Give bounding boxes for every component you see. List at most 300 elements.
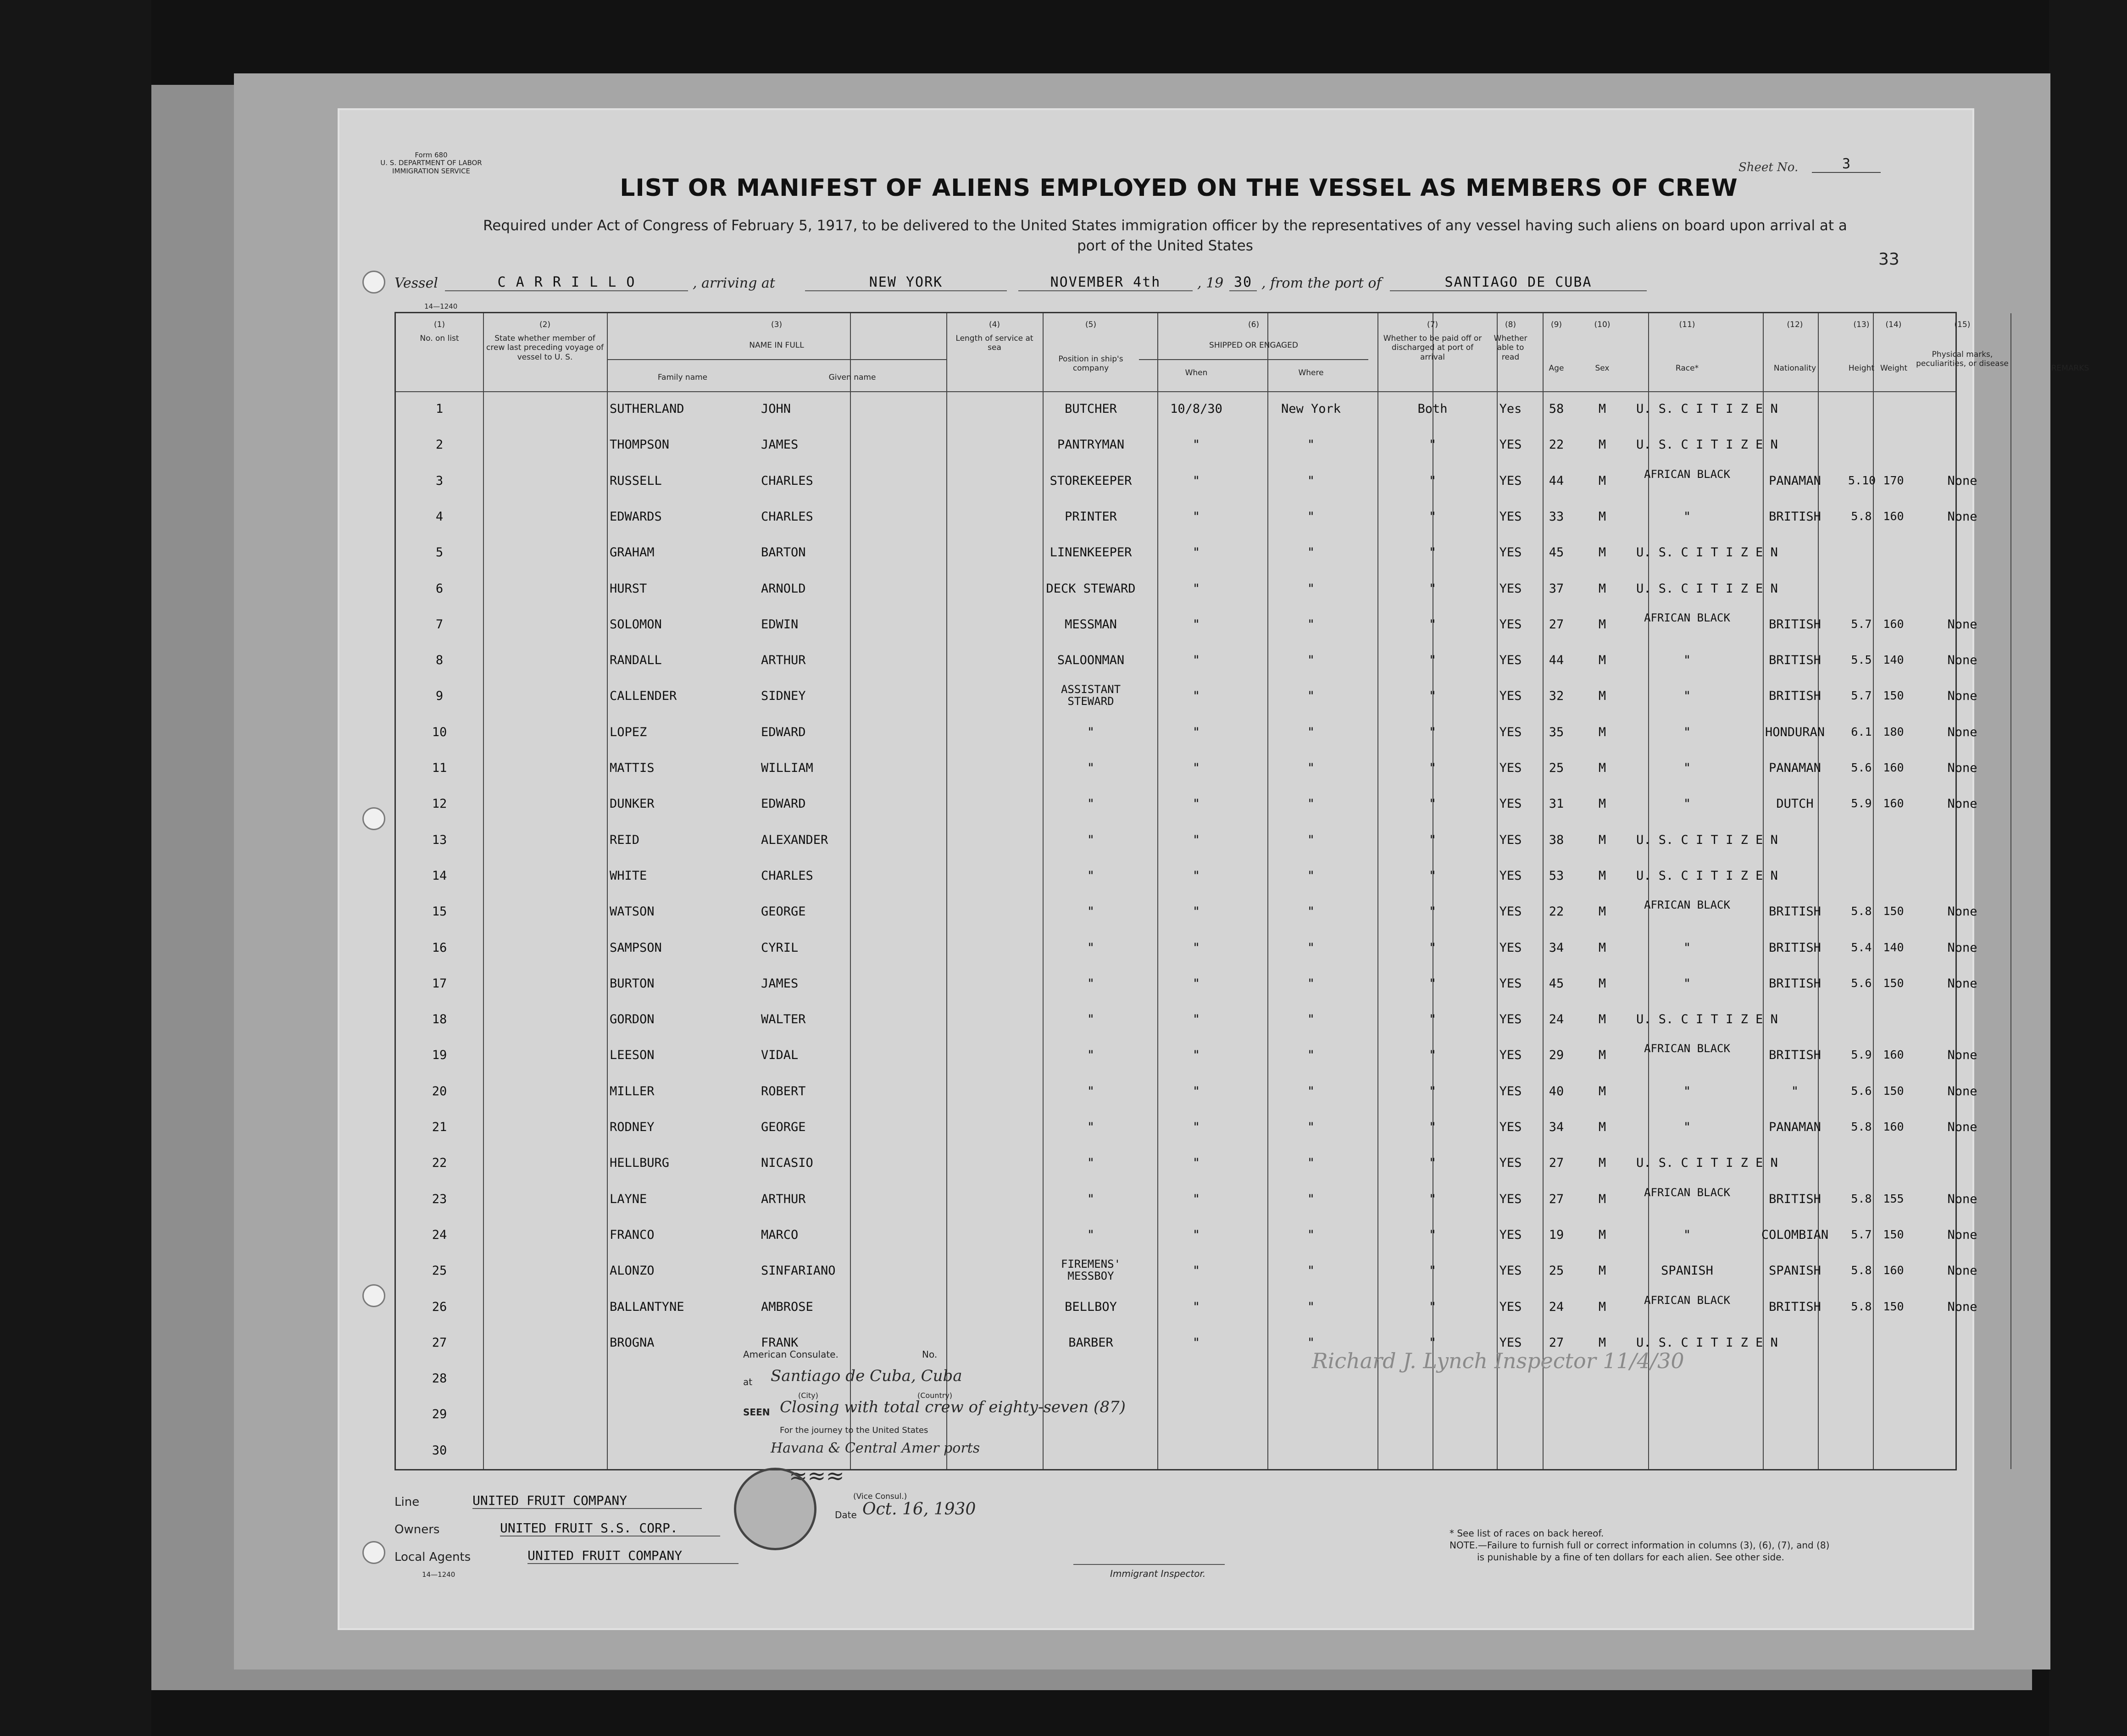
cell-height: 5.9 bbox=[1851, 797, 1872, 810]
journey-label: For the journey to the United States bbox=[780, 1425, 928, 1435]
cell-race: " bbox=[1683, 976, 1691, 991]
cell-able-to-read: YES bbox=[1499, 832, 1522, 847]
cell-family-name: HELLBURG bbox=[610, 1156, 670, 1170]
cell-shipped-when: " bbox=[1192, 1192, 1200, 1206]
cell-able-to-read: YES bbox=[1499, 797, 1522, 811]
cell-row-number: 21 bbox=[432, 1120, 447, 1134]
cell-able-to-read: YES bbox=[1499, 976, 1522, 991]
cell-paid-off: " bbox=[1428, 689, 1437, 704]
consulate-seal-icon bbox=[734, 1468, 816, 1550]
cell-family-name: FRANCO bbox=[610, 1227, 655, 1242]
cell-sex: M bbox=[1598, 1192, 1606, 1206]
cell-age: 58 bbox=[1549, 402, 1564, 416]
cell-race: " bbox=[1683, 653, 1691, 668]
cell-height: 5.7 bbox=[1851, 1227, 1872, 1241]
cell-able-to-read: YES bbox=[1499, 438, 1522, 452]
cell-sex: M bbox=[1598, 904, 1606, 919]
cell-height: 5.9 bbox=[1851, 1048, 1872, 1062]
cell-shipped-when: " bbox=[1192, 473, 1200, 488]
cell-able-to-read: YES bbox=[1499, 1264, 1522, 1278]
header-last-voyage: State whether member of crew last preceding voyage of vessel to U. S. bbox=[486, 334, 604, 362]
header-name-in-full-number: (3) bbox=[771, 320, 783, 329]
cell-row-number: 27 bbox=[432, 1335, 447, 1350]
cell-age: 44 bbox=[1549, 473, 1564, 488]
from-port-label: , from the port of bbox=[1261, 275, 1382, 291]
punch-hole bbox=[362, 1541, 385, 1564]
cell-physical-marks: None bbox=[1947, 473, 1977, 488]
cell-age: 44 bbox=[1549, 653, 1564, 668]
inspector-annotation: Richard J. Lynch Inspector 11/4/30 bbox=[1312, 1348, 1684, 1373]
cell-given-name: SINFARIANO bbox=[761, 1264, 836, 1278]
table-row bbox=[396, 391, 1955, 427]
header-position: Position in ship's company bbox=[1058, 355, 1123, 373]
cell-shipped-where: " bbox=[1307, 617, 1315, 632]
cell-race: AFRICAN BLACK bbox=[1644, 467, 1730, 481]
cell-shipped-when: " bbox=[1192, 832, 1200, 847]
cell-race: " bbox=[1683, 509, 1691, 524]
cell-nationality: BRITISH bbox=[1769, 689, 1821, 704]
cell-paid-off: " bbox=[1428, 904, 1437, 919]
table-row bbox=[396, 750, 1977, 786]
cell-family-name: LOPEZ bbox=[610, 725, 647, 739]
table-row bbox=[396, 1397, 1955, 1432]
cell-able-to-read: YES bbox=[1499, 1192, 1522, 1206]
header-subdivider bbox=[1139, 359, 1368, 360]
cell-position: " bbox=[1087, 1156, 1095, 1170]
cell-given-name: WILLIAM bbox=[761, 761, 813, 775]
cell-physical-marks: None bbox=[1947, 689, 1977, 704]
cell-given-name: JAMES bbox=[761, 438, 799, 452]
cell-age: 27 bbox=[1549, 617, 1564, 632]
cell-family-name: LEESON bbox=[610, 1048, 655, 1063]
cell-shipped-when: " bbox=[1192, 868, 1200, 883]
cell-age: 38 bbox=[1549, 832, 1564, 847]
cell-shipped-when: 10/8/30 bbox=[1170, 402, 1222, 416]
cell-row-number: 23 bbox=[432, 1192, 447, 1206]
cell-nationality: DUTCH bbox=[1776, 797, 1814, 811]
cell-row-number: 15 bbox=[432, 904, 447, 919]
cell-race: AFRICAN BLACK bbox=[1644, 1293, 1730, 1307]
cell-race: U. S. C I T I Z E N bbox=[1636, 868, 1778, 883]
cell-height: 5.10 bbox=[1848, 473, 1876, 487]
header-remarks: REMARKS bbox=[2051, 364, 2089, 373]
local-agents-value: UNITED FRUIT COMPANY bbox=[528, 1548, 739, 1564]
cell-shipped-where: " bbox=[1307, 976, 1315, 991]
table-row bbox=[396, 427, 1955, 463]
header-nationality: Nationality bbox=[1773, 364, 1816, 373]
cell-family-name: SUTHERLAND bbox=[610, 402, 684, 416]
cell-age: 31 bbox=[1549, 797, 1564, 811]
cell-sex: M bbox=[1598, 581, 1606, 596]
cell-nationality: BRITISH bbox=[1769, 1192, 1821, 1206]
table-row bbox=[396, 894, 1977, 930]
owners-label: Owners bbox=[394, 1523, 440, 1536]
cell-nationality: BRITISH bbox=[1769, 653, 1821, 668]
cell-given-name: CHARLES bbox=[761, 473, 813, 488]
cell-height: 5.8 bbox=[1851, 904, 1872, 918]
cell-row-number: 24 bbox=[432, 1227, 447, 1242]
cell-family-name: BURTON bbox=[610, 976, 655, 991]
cell-sex: M bbox=[1598, 473, 1606, 488]
header-sex: Sex bbox=[1595, 364, 1610, 373]
cell-physical-marks: None bbox=[1947, 1120, 1977, 1134]
cell-row-number: 11 bbox=[432, 761, 447, 775]
cell-age: 22 bbox=[1549, 438, 1564, 452]
cell-family-name: CALLENDER bbox=[610, 689, 677, 704]
cell-shipped-when: " bbox=[1192, 797, 1200, 811]
cell-row-number: 7 bbox=[435, 617, 444, 632]
table-row bbox=[396, 1037, 1977, 1073]
cell-age: 24 bbox=[1549, 1012, 1564, 1027]
header-shipped-engaged-number: (6) bbox=[1248, 320, 1260, 329]
cell-position: " bbox=[1087, 725, 1095, 739]
note-penalty-1: NOTE.—Failure to furnish full or correct information in columns (3), (6), (7), and (8) bbox=[1449, 1540, 1830, 1551]
cell-race: " bbox=[1683, 797, 1691, 811]
table-row bbox=[396, 643, 1977, 678]
cell-weight: 160 bbox=[1883, 761, 1904, 774]
cell-paid-off: " bbox=[1428, 797, 1437, 811]
cell-paid-off: " bbox=[1428, 1227, 1437, 1242]
cell-shipped-when: " bbox=[1192, 689, 1200, 704]
cell-sex: M bbox=[1598, 509, 1606, 524]
header-no-on-list-number: (1) bbox=[433, 320, 445, 329]
cell-able-to-read: YES bbox=[1499, 940, 1522, 955]
cell-given-name: MARCO bbox=[761, 1227, 799, 1242]
subtitle-line-1: Required under Act of Congress of February 5, 1917, to be delivered to the United States immigration officer by the representatives of any vessel having such aliens on board upon arrival at a bbox=[483, 217, 1847, 234]
cell-height: 5.6 bbox=[1851, 761, 1872, 774]
cell-shipped-where: " bbox=[1307, 797, 1315, 811]
cell-age: 45 bbox=[1549, 545, 1564, 560]
cell-able-to-read: YES bbox=[1499, 617, 1522, 632]
cell-weight: 170 bbox=[1883, 473, 1904, 487]
cell-row-number: 3 bbox=[435, 473, 444, 488]
cell-physical-marks: None bbox=[1947, 509, 1977, 524]
cell-sex: M bbox=[1598, 1084, 1606, 1098]
cell-shipped-where: " bbox=[1307, 1156, 1315, 1170]
cell-weight: 150 bbox=[1883, 1227, 1904, 1241]
cell-family-name: LAYNE bbox=[610, 1192, 647, 1206]
table-row bbox=[396, 1325, 1955, 1361]
cell-given-name: FRANK bbox=[761, 1335, 799, 1350]
cell-position: " bbox=[1087, 761, 1095, 775]
cell-given-name: AMBROSE bbox=[761, 1299, 813, 1314]
header-height-number: (13) bbox=[1853, 320, 1870, 329]
cell-able-to-read: YES bbox=[1499, 473, 1522, 488]
cell-family-name: WATSON bbox=[610, 904, 655, 919]
cell-family-name: MATTIS bbox=[610, 761, 655, 775]
consulate-no-label: No. bbox=[922, 1349, 938, 1360]
cell-position: MESSMAN bbox=[1065, 617, 1117, 632]
cell-shipped-when: " bbox=[1192, 581, 1200, 596]
cell-paid-off: " bbox=[1428, 976, 1437, 991]
cell-family-name: SOLOMON bbox=[610, 617, 662, 632]
cell-race: U. S. C I T I Z E N bbox=[1636, 545, 1778, 560]
cell-physical-marks: None bbox=[1947, 617, 1977, 632]
cell-able-to-read: YES bbox=[1499, 1012, 1522, 1027]
header-given-name: Given name bbox=[828, 373, 876, 382]
cell-row-number: 22 bbox=[432, 1156, 447, 1170]
table-row bbox=[396, 1145, 1955, 1181]
cell-given-name: GEORGE bbox=[761, 1120, 806, 1134]
cell-family-name: RANDALL bbox=[610, 653, 662, 668]
cell-physical-marks: None bbox=[1947, 725, 1977, 739]
header-age-number: (9) bbox=[1550, 320, 1562, 329]
cell-able-to-read: YES bbox=[1499, 509, 1522, 524]
crew-total-note: Closing with total crew of eighty-seven (87) bbox=[780, 1398, 1126, 1416]
cell-given-name: EDWIN bbox=[761, 617, 799, 632]
header-sex-number: (10) bbox=[1594, 320, 1611, 329]
table-row bbox=[396, 1217, 1977, 1253]
cell-given-name: EDWARD bbox=[761, 725, 806, 739]
header-service-length-number: (4) bbox=[989, 320, 1000, 329]
cell-family-name: MILLER bbox=[610, 1084, 655, 1098]
header-shipped-engaged: SHIPPED OR ENGAGED bbox=[1209, 341, 1298, 350]
cell-paid-off: " bbox=[1428, 1299, 1437, 1314]
cell-shipped-when: " bbox=[1192, 1084, 1200, 1098]
cell-nationality: " bbox=[1791, 1084, 1799, 1098]
cell-paid-off: " bbox=[1428, 1335, 1437, 1350]
cell-age: 53 bbox=[1549, 868, 1564, 883]
cell-nationality: BRITISH bbox=[1769, 1048, 1821, 1063]
cell-weight: 160 bbox=[1883, 1048, 1904, 1062]
page-title: LIST OR MANIFEST OF ALIENS EMPLOYED ON THE VESSEL AS MEMBERS OF CREW bbox=[620, 174, 1738, 202]
cell-able-to-read: Yes bbox=[1499, 402, 1522, 416]
table-row bbox=[396, 1361, 1955, 1397]
table-row bbox=[396, 822, 1955, 858]
subtitle-line-2: port of the United States bbox=[1077, 238, 1253, 254]
cell-row-number: 28 bbox=[432, 1371, 447, 1386]
cell-able-to-read: YES bbox=[1499, 868, 1522, 883]
cell-paid-off: " bbox=[1428, 581, 1437, 596]
cell-family-name: WHITE bbox=[610, 868, 647, 883]
cell-row-number: 16 bbox=[432, 940, 447, 955]
header-no-on-list: No. on list bbox=[420, 334, 459, 343]
cell-given-name: ROBERT bbox=[761, 1084, 806, 1098]
cell-position: " bbox=[1087, 904, 1095, 919]
cell-physical-marks: None bbox=[1947, 940, 1977, 955]
cell-sex: M bbox=[1598, 940, 1606, 955]
table-row bbox=[396, 1109, 1977, 1145]
header-race-number: (11) bbox=[1679, 320, 1695, 329]
cell-family-name: HURST bbox=[610, 581, 647, 596]
cell-sex: M bbox=[1598, 1264, 1606, 1278]
cell-paid-off: " bbox=[1428, 1084, 1437, 1098]
page-number: 33 bbox=[1878, 250, 1899, 269]
cell-position: DECK STEWARD bbox=[1046, 581, 1136, 596]
sheet-number-label: Sheet No. bbox=[1738, 161, 1799, 174]
cell-paid-off: " bbox=[1428, 1264, 1437, 1278]
header-position-number: (5) bbox=[1085, 320, 1097, 329]
cell-sex: M bbox=[1598, 1227, 1606, 1242]
cell-sex: M bbox=[1598, 402, 1606, 416]
cell-shipped-where: " bbox=[1307, 545, 1315, 560]
cell-physical-marks: None bbox=[1947, 1227, 1977, 1242]
cell-shipped-where: " bbox=[1307, 509, 1315, 524]
cell-position: SALOONMAN bbox=[1057, 653, 1125, 668]
cell-race: " bbox=[1683, 1227, 1691, 1242]
cell-nationality: PANAMAN bbox=[1769, 1120, 1821, 1134]
cell-able-to-read: YES bbox=[1499, 725, 1522, 739]
cell-race: SPANISH bbox=[1661, 1264, 1713, 1278]
cell-shipped-when: " bbox=[1192, 725, 1200, 739]
cell-age: 37 bbox=[1549, 581, 1564, 596]
cell-paid-off: " bbox=[1428, 653, 1437, 668]
consulate-label: American Consulate. bbox=[743, 1349, 839, 1360]
cell-row-number: 20 bbox=[432, 1084, 447, 1098]
department-name: U. S. DEPARTMENT OF LABOR bbox=[380, 159, 482, 167]
cell-row-number: 4 bbox=[435, 509, 444, 524]
note-race-list: * See list of races on back hereof. bbox=[1449, 1528, 1604, 1539]
header-able-to-read: Whether able to read bbox=[1494, 334, 1527, 362]
table-row bbox=[396, 607, 1977, 643]
table-row bbox=[396, 1253, 1977, 1289]
cell-height: 5.8 bbox=[1851, 1299, 1872, 1313]
cell-shipped-when: " bbox=[1192, 1264, 1200, 1278]
cell-shipped-when: " bbox=[1192, 761, 1200, 775]
form-header-block bbox=[376, 151, 486, 175]
cell-sex: M bbox=[1598, 761, 1606, 775]
header-able-to-read-number: (8) bbox=[1505, 320, 1516, 329]
cell-shipped-where: " bbox=[1307, 1012, 1315, 1027]
country-caption: (Country) bbox=[917, 1391, 953, 1400]
header-paid-off-number: (7) bbox=[1427, 320, 1438, 329]
cell-physical-marks: None bbox=[1947, 1084, 1977, 1098]
cell-given-name: WALTER bbox=[761, 1012, 806, 1027]
cell-shipped-where: " bbox=[1307, 832, 1315, 847]
cell-row-number: 1 bbox=[435, 402, 444, 416]
cell-weight: 180 bbox=[1883, 725, 1904, 738]
cell-position: " bbox=[1087, 868, 1095, 883]
cell-age: 35 bbox=[1549, 725, 1564, 739]
header-race: Race* bbox=[1675, 364, 1699, 373]
cell-race: " bbox=[1683, 725, 1691, 739]
cell-physical-marks: None bbox=[1947, 1264, 1977, 1278]
page-subtitle bbox=[385, 216, 1945, 256]
cell-height: 5.8 bbox=[1851, 1120, 1872, 1133]
header-nationality-number: (12) bbox=[1787, 320, 1803, 329]
cell-height: 5.6 bbox=[1851, 1084, 1872, 1098]
cell-given-name: ARTHUR bbox=[761, 653, 806, 668]
cell-row-number: 26 bbox=[432, 1299, 447, 1314]
cell-paid-off: Both bbox=[1417, 402, 1448, 416]
table-row bbox=[396, 463, 1977, 499]
cell-position: BARBER bbox=[1068, 1335, 1113, 1350]
cell-age: 29 bbox=[1549, 1048, 1564, 1063]
cell-position: STOREKEEPER bbox=[1050, 473, 1132, 488]
cell-height: 5.8 bbox=[1851, 1264, 1872, 1277]
cell-family-name: GRAHAM bbox=[610, 545, 655, 560]
cell-position: " bbox=[1087, 1192, 1095, 1206]
cell-row-number: 9 bbox=[435, 689, 444, 704]
cell-given-name: JAMES bbox=[761, 976, 799, 991]
cell-position: " bbox=[1087, 1227, 1095, 1242]
cell-race: AFRICAN BLACK bbox=[1644, 611, 1730, 624]
cell-race: AFRICAN BLACK bbox=[1644, 899, 1730, 912]
consulate-at-label: at bbox=[743, 1376, 753, 1387]
cell-paid-off: " bbox=[1428, 940, 1437, 955]
cell-able-to-read: YES bbox=[1499, 761, 1522, 775]
cell-given-name: CYRIL bbox=[761, 940, 799, 955]
cell-shipped-where: " bbox=[1307, 1120, 1315, 1134]
cell-row-number: 29 bbox=[432, 1407, 447, 1422]
cell-shipped-when: " bbox=[1192, 1120, 1200, 1134]
header-weight-number: (14) bbox=[1885, 320, 1902, 329]
punch-hole bbox=[362, 807, 385, 830]
consulate-date-label: Date bbox=[835, 1509, 857, 1520]
cell-given-name: ARNOLD bbox=[761, 581, 806, 596]
cell-paid-off: " bbox=[1428, 761, 1437, 775]
header-service-length: Length of service at sea bbox=[955, 334, 1033, 353]
cell-row-number: 12 bbox=[432, 797, 447, 811]
cell-able-to-read: YES bbox=[1499, 689, 1522, 704]
local-agents-label: Local Agents bbox=[394, 1550, 471, 1564]
arrival-year: 30 bbox=[1229, 274, 1257, 291]
cell-position: ASSISTANT STEWARD bbox=[1061, 683, 1121, 708]
cell-family-name: BALLANTYNE bbox=[610, 1299, 684, 1314]
cell-height: 5.7 bbox=[1851, 617, 1872, 631]
cell-shipped-where: " bbox=[1307, 473, 1315, 488]
cell-height: 5.8 bbox=[1851, 509, 1872, 523]
cell-position: " bbox=[1087, 976, 1095, 991]
year-prefix: , 19 bbox=[1197, 275, 1224, 291]
city-caption: (City) bbox=[798, 1391, 818, 1400]
cell-position: FIREMENS' MESSBOY bbox=[1061, 1258, 1121, 1283]
cell-sex: M bbox=[1598, 868, 1606, 883]
cell-nationality: BRITISH bbox=[1769, 976, 1821, 991]
form-number: Form 680 bbox=[415, 151, 448, 159]
cell-nationality: BRITISH bbox=[1769, 509, 1821, 524]
service-name: IMMIGRATION SERVICE bbox=[392, 166, 470, 175]
cell-family-name: ALONZO bbox=[610, 1264, 655, 1278]
cell-age: 24 bbox=[1549, 1299, 1564, 1314]
owners-value: UNITED FRUIT S.S. CORP. bbox=[500, 1520, 720, 1536]
cell-paid-off: " bbox=[1428, 438, 1437, 452]
cell-given-name: GEORGE bbox=[761, 904, 806, 919]
cell-nationality: BRITISH bbox=[1769, 940, 1821, 955]
cell-row-number: 10 bbox=[432, 725, 447, 739]
cell-shipped-when: " bbox=[1192, 1227, 1200, 1242]
header-physical-marks-number: (15) bbox=[1954, 320, 1971, 329]
seen-label: SEEN bbox=[743, 1407, 770, 1418]
vice-consul-signature: ≈≈≈ bbox=[789, 1463, 844, 1489]
cell-race: AFRICAN BLACK bbox=[1644, 1186, 1730, 1199]
ports-note: Havana & Central Amer ports bbox=[771, 1440, 980, 1456]
cell-age: 27 bbox=[1549, 1192, 1564, 1206]
cell-physical-marks: None bbox=[1947, 797, 1977, 811]
cell-shipped-when: " bbox=[1192, 940, 1200, 955]
cell-family-name: THOMPSON bbox=[610, 438, 670, 452]
table-row bbox=[396, 678, 1977, 714]
cell-shipped-where: " bbox=[1307, 1299, 1315, 1314]
table-row bbox=[396, 858, 1955, 894]
cell-sex: M bbox=[1598, 1012, 1606, 1027]
cell-paid-off: " bbox=[1428, 509, 1437, 524]
cell-able-to-read: YES bbox=[1499, 545, 1522, 560]
cell-row-number: 14 bbox=[432, 868, 447, 883]
cell-able-to-read: YES bbox=[1499, 1299, 1522, 1314]
cell-weight: 160 bbox=[1883, 797, 1904, 810]
cell-paid-off: " bbox=[1428, 617, 1437, 632]
vessel-label: Vessel bbox=[394, 275, 438, 291]
cell-race: U. S. C I T I Z E N bbox=[1636, 438, 1778, 452]
vice-consul-label: (Vice Consul.) bbox=[853, 1492, 907, 1501]
header-paid-off: Whether to be paid off or discharged at port of arrival bbox=[1383, 334, 1482, 362]
cell-position: " bbox=[1087, 1120, 1095, 1134]
cell-physical-marks: None bbox=[1947, 1299, 1977, 1314]
cell-family-name: BROGNA bbox=[610, 1335, 655, 1350]
cell-race: " bbox=[1683, 761, 1691, 775]
cell-position: " bbox=[1087, 797, 1095, 811]
